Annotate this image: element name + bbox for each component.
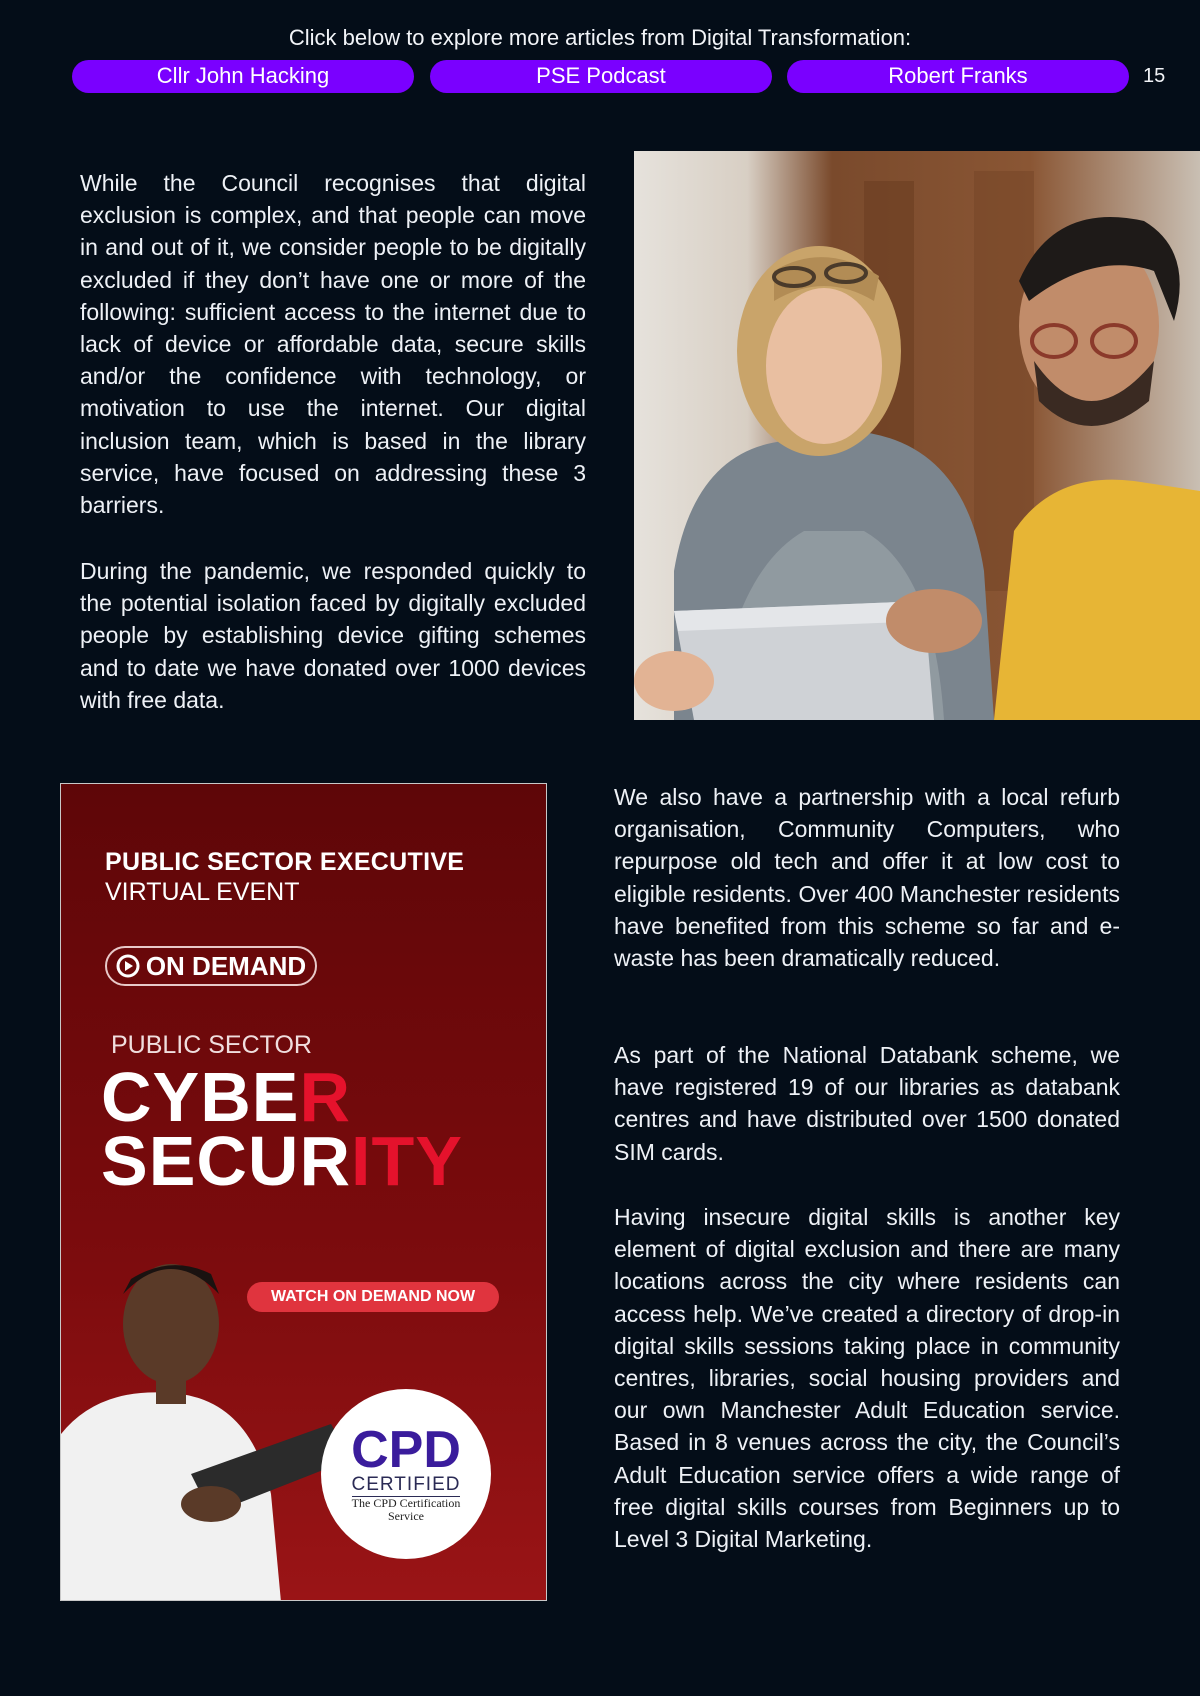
link-cllr-john-hacking[interactable]: Cllr John Hacking <box>72 60 414 93</box>
watch-on-demand-button[interactable]: WATCH ON DEMAND NOW <box>247 1282 499 1312</box>
link-robert-franks[interactable]: Robert Franks <box>787 60 1129 93</box>
cpd-certified-badge <box>321 1389 491 1559</box>
ad-person-with-tablet <box>61 1234 361 1601</box>
ad-event-title: PUBLIC SECTOR EXECUTIVE <box>105 848 465 876</box>
ad-on-demand-label: ON DEMAND <box>145 950 307 981</box>
ad-event-subtitle: VIRTUAL EVENT <box>105 878 300 906</box>
left-paragraph-2: During the pandemic, we responded quickly to the potential isolation faced by digitally excluded people by establishing device gifting schemes and to date we have donated over 1000 devices with free data. <box>80 558 586 713</box>
photo-two-people-laptop <box>634 151 1200 720</box>
ad-security-word: SECURITY <box>101 1122 463 1200</box>
right-paragraph-3: Having insecure digital skills is another key element of digital exclusion and there are many locations across the city where residents can access help. We’ve created a directory of drop-in digital skills sessions taking place in community centres, libraries, social housing providers and our own Manchester Adult Education service. Based in 8 venues across the city, the Council’s Adult Education service offers a wide range of free digital skills courses from Beginners up to Level 3 Digital Marketing. <box>614 1204 1120 1553</box>
page-number: 15 <box>1143 65 1166 87</box>
right-paragraph-1: We also have a partnership with a local refurb organisation, Community Computers, who repurpose old tech and offer it at low cost to eligible residents. Over 400 Manchester residents have benefited from this scheme so far and e-waste has been dramatically reduced. <box>614 784 1120 972</box>
cpd-service-label: The CPD Certification Service <box>351 1495 461 1523</box>
left-paragraph-1: While the Council recognises that digital exclusion is complex, and that people can move in and out of it, we consider people to be digitally excluded if they don’t have one or more of the following: sufficient access to the internet due to lack of device or affordable data, secure skills and/or the confidence with technology, or motivation to use the internet. Our digital inclusion team, which is based in the library service, have focused on addressing these 3 barriers. <box>80 170 586 519</box>
intro-text: Click below to explore more articles from Digital Transformation: <box>288 25 912 50</box>
ad-topic-prefix: PUBLIC SECTOR <box>111 1031 312 1059</box>
cpd-logo: CPD <box>351 1420 461 1479</box>
ad-on-demand-badge <box>105 946 317 986</box>
right-paragraph-2: As part of the National Databank scheme, we have registered 19 of our libraries as databank centres and have distributed over 1500 donated SIM cards. <box>614 1042 1120 1165</box>
play-circle-icon <box>116 954 140 978</box>
cyber-security-advert[interactable] <box>60 783 547 1601</box>
ad-cyber-word: CYBER <box>101 1058 352 1136</box>
link-pse-podcast[interactable]: PSE Podcast <box>430 60 772 93</box>
cpd-certified-label: CERTIFIED <box>351 1473 461 1495</box>
